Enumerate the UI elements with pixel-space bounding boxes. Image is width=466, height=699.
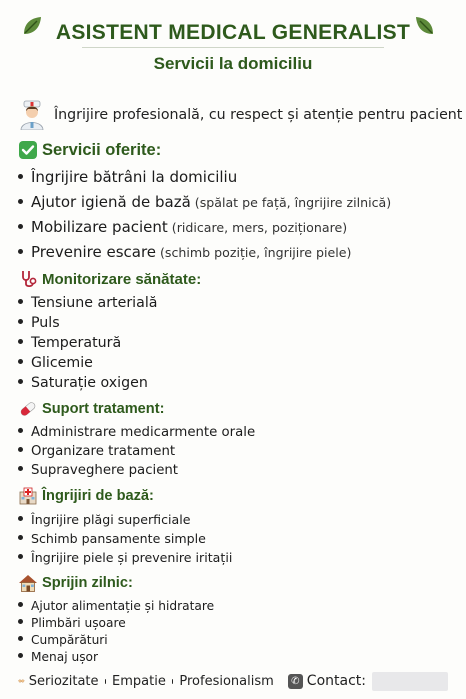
list-item	[18, 165, 391, 190]
bullet	[18, 466, 23, 471]
hospital-icon	[18, 486, 38, 506]
section-sprijin-zilnic	[18, 572, 214, 666]
contact-value-redacted	[372, 672, 448, 691]
divider	[82, 47, 384, 48]
list-item	[18, 423, 255, 442]
list-item	[18, 313, 201, 333]
leaf-icon	[20, 14, 44, 38]
list-item	[18, 215, 391, 240]
page-subtitle: Servicii la domiciliu	[153, 54, 313, 73]
bullet	[18, 299, 23, 304]
bullet	[18, 319, 23, 324]
list-item	[18, 649, 214, 666]
item-label: Menaj ușor	[31, 650, 99, 664]
list-item	[18, 461, 255, 480]
item-list	[18, 165, 391, 265]
item-label: Supraveghere pacient	[31, 463, 179, 478]
list-item	[18, 293, 201, 313]
item-list	[18, 423, 255, 480]
section-suport-tratament	[18, 398, 255, 480]
item-label: Organizare tratament	[31, 444, 176, 459]
list-item	[18, 548, 232, 567]
item-list	[18, 293, 201, 393]
bullet	[18, 636, 23, 641]
value-seriozitate: Seriozitate	[28, 673, 99, 689]
check-mark-icon	[18, 140, 38, 160]
item-label: Tensiune arterială	[31, 295, 158, 311]
bullet	[18, 339, 23, 344]
item-label: Ajutor igienă de bază	[31, 193, 191, 211]
section-title: Suport tratament:	[42, 401, 165, 417]
separator-dot	[172, 679, 174, 684]
item-label: Schimb pansamente simple	[31, 531, 206, 546]
list-item	[18, 442, 255, 461]
section-header	[18, 398, 255, 420]
item-label: Îngrijire piele și prevenire iritații	[31, 550, 233, 565]
list-item	[18, 510, 232, 529]
section-servicii-oferite	[18, 139, 391, 265]
footer	[18, 670, 448, 692]
item-list	[18, 598, 214, 666]
bullet	[18, 224, 23, 229]
list-item	[18, 598, 214, 615]
item-label: Puls	[31, 315, 60, 331]
bullet	[18, 174, 23, 179]
house-icon	[18, 573, 38, 593]
bullet	[18, 554, 23, 559]
section-ingrijiri-baza	[18, 485, 232, 567]
item-label: Plimbări ușoare	[31, 616, 126, 630]
list-item	[18, 529, 232, 548]
list-item	[18, 240, 391, 265]
bullet	[18, 653, 23, 658]
page-title: ASISTENT MEDICAL GENERALIST	[55, 21, 411, 44]
item-label: Saturație oxigen	[31, 375, 148, 391]
item-note: (schimb poziție, îngrijire piele)	[160, 245, 352, 260]
item-label: Ajutor alimentație și hidratare	[31, 599, 215, 613]
pill-icon	[18, 399, 38, 419]
value-empatie: Empatie	[112, 673, 166, 689]
section-header	[18, 139, 391, 161]
item-label: Mobilizare pacient	[31, 218, 168, 236]
list-item	[18, 190, 391, 215]
bullet	[18, 428, 23, 433]
handshake-icon	[18, 673, 25, 689]
item-label: Temperatură	[31, 335, 122, 351]
contact-label: Contact:	[306, 673, 366, 689]
bullet	[18, 447, 23, 452]
section-title: Îngrijiri de bază:	[42, 488, 154, 504]
item-note: (spălat pe față, îngrijire zilnică)	[194, 195, 392, 210]
bullet	[18, 359, 23, 364]
intro	[18, 98, 462, 132]
bullet	[18, 516, 23, 521]
separator-dot	[105, 679, 107, 684]
section-title: Sprijin zilnic:	[42, 575, 133, 591]
item-note: (ridicare, mers, poziționare)	[171, 220, 348, 235]
list-item	[18, 373, 201, 393]
bullet	[18, 249, 23, 254]
bullet	[18, 199, 23, 204]
section-header	[18, 268, 201, 290]
list-item	[18, 615, 214, 632]
item-label: Prevenire escare	[31, 243, 157, 261]
intro-text: Îngrijire profesională, cu respect și atenție pentru pacient	[54, 107, 463, 123]
section-title: Servicii oferite:	[42, 140, 162, 159]
stethoscope-icon	[18, 269, 38, 289]
item-label: Îngrijire bătrâni la domiciliu	[31, 168, 238, 186]
bullet	[18, 379, 23, 384]
header	[0, 14, 466, 46]
section-header	[18, 572, 214, 594]
leaf-icon	[413, 14, 437, 38]
contact	[288, 672, 448, 691]
list-item	[18, 632, 214, 649]
phone-icon: ✆	[288, 674, 303, 689]
item-label: Cumpărături	[31, 633, 108, 647]
bullet	[18, 535, 23, 540]
section-monitorizare	[18, 268, 201, 393]
section-header	[18, 485, 232, 507]
item-label: Îngrijire plăgi superficiale	[31, 512, 191, 527]
value-profesionalism: Profesionalism	[179, 673, 274, 689]
item-list	[18, 510, 232, 567]
item-label: Glicemie	[31, 355, 93, 371]
section-title: Monitorizare sănătate:	[42, 270, 202, 288]
list-item	[18, 333, 201, 353]
bullet	[18, 602, 23, 607]
bullet	[18, 619, 23, 624]
list-item	[18, 353, 201, 373]
item-label: Administrare medicarmente orale	[31, 425, 256, 440]
nurse-icon	[18, 100, 46, 130]
